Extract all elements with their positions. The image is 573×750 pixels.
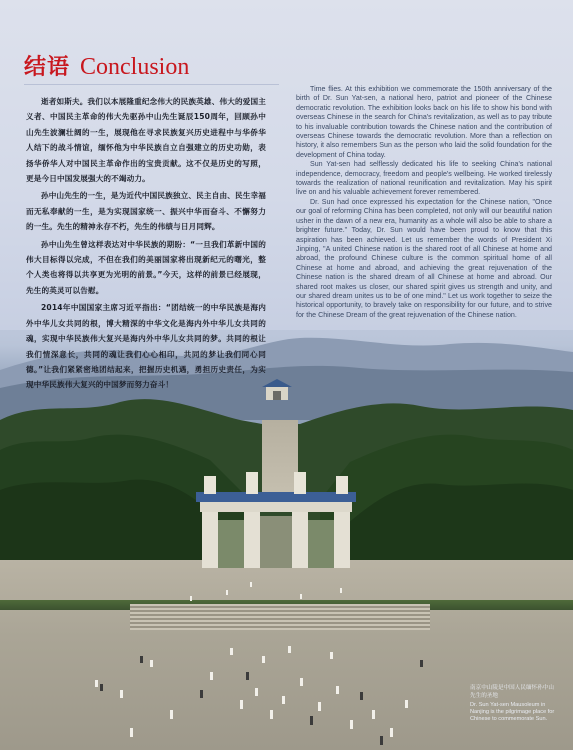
caption-chinese: 南京中山陵是中国人民缅怀孙中山先生的圣地 — [470, 685, 554, 699]
english-paragraph: Dr. Sun had once expressed his expectation for the Chinese nation, "Once our goal of reforming China has been completed, not only will our beautiful nation usher in the dawn of a new era, humanity as a whole will also be able to share a brighter future." Today, Dr. Sun would have been proud to know that this aspiration has been achieved. Let us remember the words of President Xi Jinping, "A united Chinese nation is the shared root of all Chinese at home and abroad, the profound Chinese culture is the common spiritual home of all Chinese at home and abroad, and achieving the great rejuvenation of the Chinese nation is the shared dream of all Chinese at home and abroad. Our shared root makes us closer, our shared spirit gives us strength and unity, and our shared dream unites us to be of one mind." Let us work together to seize the historical opportunity, to bravely take on responsibility for our future, and to strive for the Chinese Dream of the great rejuvenation of the Chinese nation. — [296, 197, 552, 319]
chinese-text-column — [26, 94, 266, 395]
chinese-paragraph: 孙中山先生曾这样表达对中华民族的期盼：“一旦我们革新中国的伟大目标得以完成，不但在我们的美丽国家将出现新纪元的曙光，整个人类也将得以共享更为光明的前景。”今天，这样的前景已经展现，先生的英灵可以告慰。 — [26, 239, 266, 295]
english-paragraph: Time flies. At this exhibition we commemorate the 150th anniversary of the birth of Dr. Sun Yat-sen, a national hero, patriot and pioneer of the Chinese democratic revolution. The exhibition looks back on his life to show his bond with overseas Chinese in the search for China's revitalization, as well as to pay tribute to his invaluable contribution towards the Chinese nation and the contribution of overseas Chinese towards the democratic revolution. More than a reflection on history, it also remembers Sun as the person who laid the solid foundation for the development of China today. — [296, 85, 552, 159]
english-paragraph: Sun Yat-sen had selflessly dedicated his life to seeking China's national independence, democracy, freedom and people's wellbeing. He worked tirelessly towards the realization of national reunification and revitalization. May his spirit live on and his valuable achievement forever remembered. — [296, 160, 552, 197]
photo-caption — [470, 684, 558, 724]
caption-english: Dr. Sun Yat-sen Mausoleum in Nanjing is the pilgrimage place for Chinese to commemorate Sun. — [470, 702, 555, 723]
title-english: Conclusion — [80, 54, 190, 80]
chinese-paragraph: 2014年中国国家主席习近平指出：“团结统一的中华民族是海内外中华儿女共同的根，博大精深的中华文化是海内外中华儿女共同的魂，实现中华民族伟大复兴是海内外中华儿女共同的梦。共同的根让我们情深意长，共同的魂让我们心心相印，共同的梦让我们同心同德。”让我们紧紧密地团结起来，把握历史机遇，勇担历史责任，为实现中华民族伟大复兴的中国梦而努力奋斗！ — [26, 303, 266, 390]
section-title — [24, 50, 189, 80]
mausoleum-hall — [262, 376, 292, 402]
english-text-column — [296, 85, 552, 320]
chinese-paragraph: 逝者如斯夫。我们以本展隆重纪念伟大的民族英雄、伟大的爱国主义者、中国民主革命的伟大先驱孙中山先生诞辰150周年，回顾孙中山先生波澜壮阔的一生，展现他在寻求民族复兴历史进程中与华侨华人结下的战斗情谊，缅怀他为中华民族自立自强建立的历史功勋，表扬华侨华人对中国民主革命作出的宝贵贡献。这不仅是历史的写照，更是今日中国发展强大的不竭动力。 — [26, 97, 266, 184]
title-chinese: 结语 — [24, 54, 71, 80]
title-divider — [24, 84, 279, 85]
chinese-paragraph: 孙中山先生的一生，是为近代中国民族独立、民主自由、民生幸福而无私奉献的一生，是为实现国家统一、振兴中华而奋斗、不懈努力的一生。先生的精神永存不朽，先生的伟绩与日月同辉。 — [26, 191, 266, 232]
memorial-archway — [196, 470, 356, 570]
